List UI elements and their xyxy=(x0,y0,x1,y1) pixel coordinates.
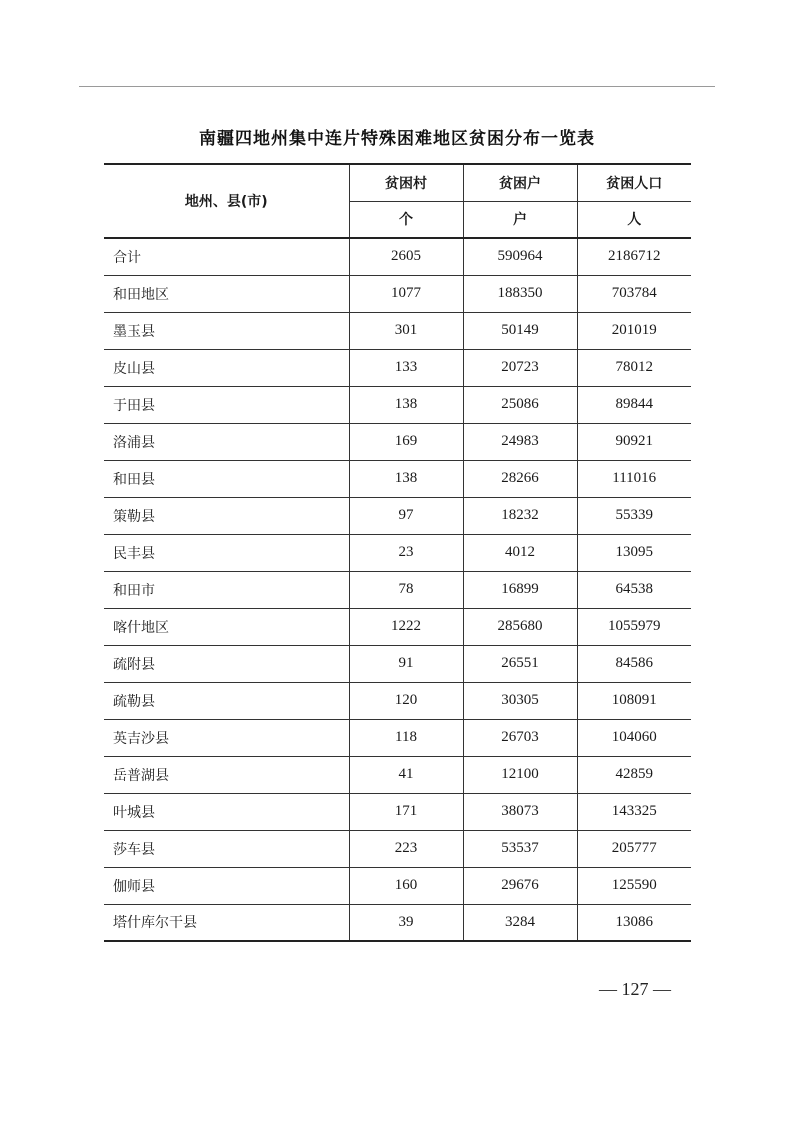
villages-cell: 23 xyxy=(349,534,463,571)
table-row xyxy=(104,349,691,386)
column-header-households: 贫困户 xyxy=(463,164,577,201)
villages-cell: 78 xyxy=(349,571,463,608)
households-cell: 50149 xyxy=(463,312,577,349)
region-name-cell: 英吉沙县 xyxy=(104,719,349,756)
region-name-cell: 策勒县 xyxy=(104,497,349,534)
households-cell: 18232 xyxy=(463,497,577,534)
table-row xyxy=(104,460,691,497)
population-cell: 104060 xyxy=(577,719,691,756)
column-header-villages: 贫困村 xyxy=(349,164,463,201)
table-body xyxy=(104,238,691,941)
table-row xyxy=(104,534,691,571)
population-cell: 2186712 xyxy=(577,238,691,275)
poverty-table xyxy=(104,163,691,942)
households-cell: 16899 xyxy=(463,571,577,608)
households-cell: 29676 xyxy=(463,867,577,904)
unit-population: 人 xyxy=(577,201,691,238)
region-name-cell: 莎车县 xyxy=(104,830,349,867)
villages-cell: 171 xyxy=(349,793,463,830)
population-cell: 205777 xyxy=(577,830,691,867)
population-cell: 64538 xyxy=(577,571,691,608)
region-name-cell: 合计 xyxy=(104,238,349,275)
population-cell: 13086 xyxy=(577,904,691,941)
table-row xyxy=(104,904,691,941)
villages-cell: 138 xyxy=(349,460,463,497)
table-title: 南疆四地州集中连片特殊困难地区贫困分布一览表 xyxy=(199,129,595,149)
region-name-cell: 墨玉县 xyxy=(104,312,349,349)
villages-cell: 2605 xyxy=(349,238,463,275)
table-row xyxy=(104,682,691,719)
page-number: — 127 — xyxy=(599,979,671,999)
table-row xyxy=(104,756,691,793)
households-cell: 3284 xyxy=(463,904,577,941)
population-cell: 13095 xyxy=(577,534,691,571)
region-name-cell: 民丰县 xyxy=(104,534,349,571)
population-cell: 1055979 xyxy=(577,608,691,645)
population-cell: 201019 xyxy=(577,312,691,349)
population-cell: 143325 xyxy=(577,793,691,830)
column-header-population: 贫困人口 xyxy=(577,164,691,201)
population-cell: 703784 xyxy=(577,275,691,312)
population-cell: 55339 xyxy=(577,497,691,534)
region-name-cell: 和田市 xyxy=(104,571,349,608)
households-cell: 26703 xyxy=(463,719,577,756)
households-cell: 285680 xyxy=(463,608,577,645)
population-cell: 125590 xyxy=(577,867,691,904)
region-name-cell: 皮山县 xyxy=(104,349,349,386)
region-name-cell: 和田县 xyxy=(104,460,349,497)
households-cell: 38073 xyxy=(463,793,577,830)
households-cell: 28266 xyxy=(463,460,577,497)
table-row xyxy=(104,386,691,423)
region-name-cell: 于田县 xyxy=(104,386,349,423)
households-cell: 20723 xyxy=(463,349,577,386)
villages-cell: 91 xyxy=(349,645,463,682)
region-name-cell: 疏附县 xyxy=(104,645,349,682)
villages-cell: 120 xyxy=(349,682,463,719)
region-name-cell: 和田地区 xyxy=(104,275,349,312)
table-row xyxy=(104,830,691,867)
villages-cell: 223 xyxy=(349,830,463,867)
table-row xyxy=(104,571,691,608)
region-name-cell: 喀什地区 xyxy=(104,608,349,645)
households-cell: 188350 xyxy=(463,275,577,312)
population-cell: 78012 xyxy=(577,349,691,386)
villages-cell: 133 xyxy=(349,349,463,386)
table-row xyxy=(104,608,691,645)
households-cell: 53537 xyxy=(463,830,577,867)
table-row xyxy=(104,312,691,349)
population-cell: 89844 xyxy=(577,386,691,423)
unit-households: 户 xyxy=(463,201,577,238)
region-name-cell: 洛浦县 xyxy=(104,423,349,460)
villages-cell: 1077 xyxy=(349,275,463,312)
table-row xyxy=(104,719,691,756)
households-cell: 26551 xyxy=(463,645,577,682)
population-cell: 108091 xyxy=(577,682,691,719)
header-row xyxy=(104,164,691,201)
population-cell: 111016 xyxy=(577,460,691,497)
population-cell: 42859 xyxy=(577,756,691,793)
villages-cell: 118 xyxy=(349,719,463,756)
population-cell: 90921 xyxy=(577,423,691,460)
villages-cell: 160 xyxy=(349,867,463,904)
region-name-cell: 伽师县 xyxy=(104,867,349,904)
table-row xyxy=(104,867,691,904)
table-row xyxy=(104,497,691,534)
villages-cell: 169 xyxy=(349,423,463,460)
households-cell: 590964 xyxy=(463,238,577,275)
table-row xyxy=(104,275,691,312)
table-row xyxy=(104,645,691,682)
households-cell: 25086 xyxy=(463,386,577,423)
villages-cell: 97 xyxy=(349,497,463,534)
villages-cell: 41 xyxy=(349,756,463,793)
households-cell: 30305 xyxy=(463,682,577,719)
table-row xyxy=(104,793,691,830)
unit-villages: 个 xyxy=(349,201,463,238)
households-cell: 4012 xyxy=(463,534,577,571)
households-cell: 24983 xyxy=(463,423,577,460)
table-row xyxy=(104,423,691,460)
region-name-cell: 疏勒县 xyxy=(104,682,349,719)
region-name-cell: 叶城县 xyxy=(104,793,349,830)
households-cell: 12100 xyxy=(463,756,577,793)
table-row xyxy=(104,238,691,275)
villages-cell: 39 xyxy=(349,904,463,941)
villages-cell: 301 xyxy=(349,312,463,349)
header-rule xyxy=(79,86,715,87)
villages-cell: 1222 xyxy=(349,608,463,645)
row-header-cell: 地州、县(市) xyxy=(104,164,349,238)
region-name-cell: 岳普湖县 xyxy=(104,756,349,793)
villages-cell: 138 xyxy=(349,386,463,423)
region-name-cell: 塔什库尔干县 xyxy=(104,904,349,941)
population-cell: 84586 xyxy=(577,645,691,682)
